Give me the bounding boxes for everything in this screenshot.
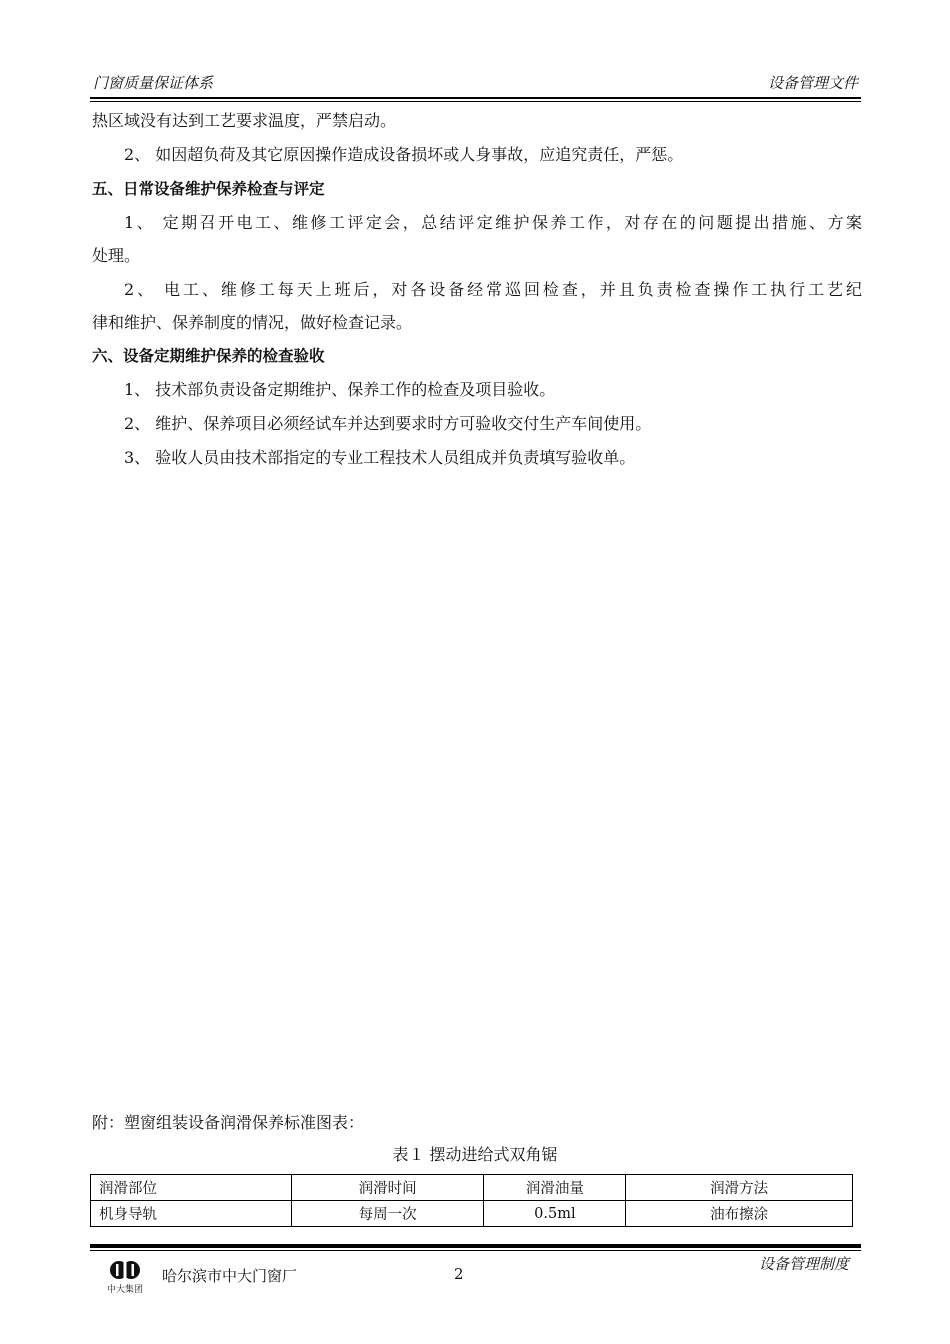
paragraph-5-1-line2: 处理。 [92, 246, 141, 265]
footer-right-title: 设备管理制度 [758, 1255, 849, 1273]
table-header-cell: 润滑油量 [484, 1175, 626, 1201]
table-caption: 表１ 摆动进给式双角锯 [392, 1145, 558, 1164]
lubrication-table [90, 1174, 853, 1227]
section-heading-5: 五、日常设备维护保养检查与评定 [92, 180, 325, 198]
paragraph-5-1-line1: 1、 定期召开电工、维修工评定会，总结评定维护保养工作，对存在的问题提出措施、方案 [124, 213, 862, 232]
header-right-title: 设备管理文件 [767, 74, 858, 92]
header-left-title: 门窗质量保证体系 [93, 74, 214, 92]
company-logo-icon [109, 1260, 141, 1280]
table-cell: 油布擦涂 [626, 1201, 853, 1227]
logo-text: 中大集团 [106, 1285, 143, 1295]
footer-company-name: 哈尔滨市中大门窗厂 [162, 1267, 298, 1285]
section-heading-6: 六、设备定期维护保养的检查验收 [92, 347, 325, 365]
paragraph-6-2: 2、 维护、保养项目必须经试车并达到要求时方可验收交付生产车间使用。 [124, 414, 652, 433]
attachment-note: 附：塑窗组装设备润滑保养标准图表： [92, 1113, 365, 1132]
table-header-cell: 润滑方法 [626, 1175, 853, 1201]
page-number: 2 [454, 1265, 464, 1283]
table-cell: 每周一次 [291, 1201, 484, 1227]
paragraph-5-2-line1: 2、 电工、维修工每天上班后，对各设备经常巡回检查，并且负责检查操作工执行工艺纪 [124, 280, 862, 299]
footer-rule [90, 1244, 861, 1248]
table-cell: 机身导轨 [91, 1201, 292, 1227]
paragraph-continuation: 热区域没有达到工艺要求温度，严禁启动。 [92, 111, 397, 130]
company-logo [100, 1260, 150, 1296]
footer-rule-thin [90, 1250, 861, 1251]
table-cell: 0.5ml [484, 1201, 626, 1227]
table-row [91, 1201, 853, 1227]
table-header-row [91, 1175, 853, 1201]
header-rule-thin [90, 101, 861, 102]
header-rule [90, 97, 861, 99]
table-header-cell: 润滑时间 [291, 1175, 484, 1201]
paragraph-5-2-line2: 律和维护、保养制度的情况，做好检查记录。 [92, 313, 413, 332]
table-header-cell: 润滑部位 [91, 1175, 292, 1201]
paragraph-6-1: 1、 技术部负责设备定期维护、保养工作的检查及项目验收。 [124, 380, 556, 399]
paragraph-item-2: 2、 如因超负荷及其它原因操作造成设备损坏或人身事故，应追究责任，严惩。 [124, 145, 684, 164]
paragraph-6-3: 3、 验收人员由技术部指定的专业工程技术人员组成并负责填写验收单。 [124, 448, 636, 467]
